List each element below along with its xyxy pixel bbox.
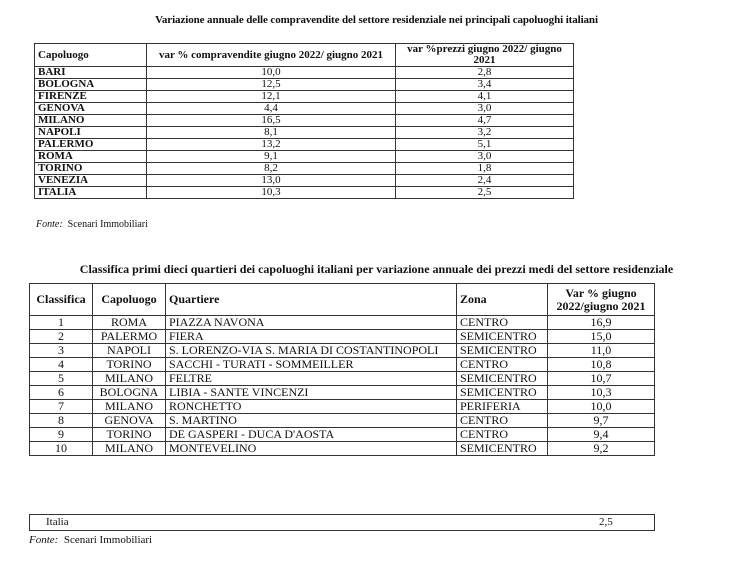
cell-capoluogo: BARI — [35, 67, 147, 79]
cell-var: 10,8 — [548, 358, 655, 372]
cell-capoluogo: TORINO — [93, 428, 166, 442]
cell-capoluogo: PALERMO — [35, 139, 147, 151]
table-row — [35, 139, 574, 151]
cell-var: 16,9 — [548, 316, 655, 330]
cell-quartiere: SACCHI - TURATI - SOMMEILLER — [166, 358, 457, 372]
cell-quartiere: LIBIA - SANTE VINCENZI — [166, 386, 457, 400]
cell-capoluogo: FIRENZE — [35, 91, 147, 103]
table-row — [35, 115, 574, 127]
table-row — [30, 344, 655, 358]
cell-capoluogo: GENOVA — [93, 414, 166, 428]
cell-var: 9,7 — [548, 414, 655, 428]
cell-capoluogo: MILANO — [35, 115, 147, 127]
cell-capoluogo: NAPOLI — [35, 127, 147, 139]
cell-classifica: 7 — [30, 400, 93, 414]
cell-var-prezzi: 1,8 — [396, 163, 574, 175]
cell-var-compravendite: 10,0 — [147, 67, 396, 79]
cell-var: 9,4 — [548, 428, 655, 442]
cell-var-compravendite: 12,1 — [147, 91, 396, 103]
header-quartiere: Quartiere — [166, 284, 457, 316]
cell-var: 9,2 — [548, 442, 655, 456]
cell-classifica: 5 — [30, 372, 93, 386]
cell-var-prezzi: 4,7 — [396, 115, 574, 127]
cell-capoluogo: ITALIA — [35, 187, 147, 199]
italia-value: 2,5 — [599, 516, 613, 528]
table-row — [35, 151, 574, 163]
table-row — [30, 372, 655, 386]
cell-capoluogo: NAPOLI — [93, 344, 166, 358]
table-row — [30, 358, 655, 372]
cell-var: 10,0 — [548, 400, 655, 414]
cell-var-compravendite: 13,0 — [147, 175, 396, 187]
source-value: Scenari Immobiliari — [63, 534, 153, 546]
header-capoluogo: Capoluogo — [35, 44, 147, 67]
cell-capoluogo: MILANO — [93, 442, 166, 456]
cell-zona: SEMICENTRO — [457, 372, 548, 386]
cell-zona: CENTRO — [457, 414, 548, 428]
cell-quartiere: RONCHETTO — [166, 400, 457, 414]
cell-capoluogo: TORINO — [35, 163, 147, 175]
cell-var-compravendite: 12,5 — [147, 79, 396, 91]
table-row — [30, 442, 655, 456]
cell-classifica: 1 — [30, 316, 93, 330]
table-row — [30, 316, 655, 330]
cell-classifica: 8 — [30, 414, 93, 428]
cell-var-prezzi: 3,2 — [396, 127, 574, 139]
cell-classifica: 10 — [30, 442, 93, 456]
source-label: Fonte: — [29, 534, 59, 546]
table-row — [35, 79, 574, 91]
cell-zona: SEMICENTRO — [457, 442, 548, 456]
cell-classifica: 3 — [30, 344, 93, 358]
cell-capoluogo: BOLOGNA — [35, 79, 147, 91]
cell-var-compravendite: 16,5 — [147, 115, 396, 127]
cell-var-prezzi: 4,1 — [396, 91, 574, 103]
cell-zona: CENTRO — [457, 316, 548, 330]
cell-zona: CENTRO — [457, 358, 548, 372]
table-row — [30, 400, 655, 414]
cell-quartiere: PIAZZA NAVONA — [166, 316, 457, 330]
cell-classifica: 4 — [30, 358, 93, 372]
quartieri-table — [29, 283, 655, 456]
cell-capoluogo: VENEZIA — [35, 175, 147, 187]
cell-quartiere: S. MARTINO — [166, 414, 457, 428]
cell-var-compravendite: 13,2 — [147, 139, 396, 151]
table-row — [35, 175, 574, 187]
cell-var-prezzi: 3,4 — [396, 79, 574, 91]
source-label: Fonte: — [36, 219, 63, 230]
cell-var-compravendite: 9,1 — [147, 151, 396, 163]
cell-capoluogo: MILANO — [93, 400, 166, 414]
table-header-row — [30, 284, 655, 316]
italia-label: Italia — [46, 516, 69, 528]
table1-source — [36, 219, 148, 230]
cell-var: 10,7 — [548, 372, 655, 386]
cell-classifica: 2 — [30, 330, 93, 344]
cell-var-compravendite: 4,4 — [147, 103, 396, 115]
compravendite-table — [34, 43, 574, 199]
source-value: Scenari Immobiliari — [67, 219, 148, 230]
header-capoluogo: Capoluogo — [93, 284, 166, 316]
cell-var-prezzi: 2,8 — [396, 67, 574, 79]
cell-capoluogo: MILANO — [93, 372, 166, 386]
cell-quartiere: MONTEVELINO — [166, 442, 457, 456]
header-var-compravendite: var % compravendite giugno 2022/ giugno 2021 — [147, 44, 396, 67]
cell-var: 11,0 — [548, 344, 655, 358]
cell-var-prezzi: 2,4 — [396, 175, 574, 187]
table-row — [30, 386, 655, 400]
table-row — [35, 103, 574, 115]
cell-zona: SEMICENTRO — [457, 330, 548, 344]
cell-capoluogo: TORINO — [93, 358, 166, 372]
cell-var: 15,0 — [548, 330, 655, 344]
table-row — [35, 187, 574, 199]
cell-capoluogo: ROMA — [93, 316, 166, 330]
cell-quartiere: FIERA — [166, 330, 457, 344]
table-row — [30, 428, 655, 442]
table2-source — [29, 534, 152, 546]
cell-classifica: 9 — [30, 428, 93, 442]
cell-var-compravendite: 8,2 — [147, 163, 396, 175]
cell-classifica: 6 — [30, 386, 93, 400]
table-row — [35, 127, 574, 139]
cell-zona: SEMICENTRO — [457, 344, 548, 358]
cell-var-prezzi: 3,0 — [396, 151, 574, 163]
cell-capoluogo: BOLOGNA — [93, 386, 166, 400]
cell-capoluogo: PALERMO — [93, 330, 166, 344]
cell-var-compravendite: 10,3 — [147, 187, 396, 199]
table-row — [35, 67, 574, 79]
table-row — [35, 91, 574, 103]
cell-var-prezzi: 5,1 — [396, 139, 574, 151]
table-header-row — [35, 44, 574, 67]
cell-var: 10,3 — [548, 386, 655, 400]
cell-quartiere: DE GASPERI - DUCA D'AOSTA — [166, 428, 457, 442]
table1-title: Variazione annuale delle compravendite del settore residenziale nei principali capoluoghi italiani — [155, 14, 598, 26]
table-row — [30, 330, 655, 344]
table2-title: Classifica primi dieci quartieri dei capoluoghi italiani per variazione annuale dei prezzi medi del settore residenziale — [79, 262, 674, 276]
cell-quartiere: FELTRE — [166, 372, 457, 386]
cell-capoluogo: ROMA — [35, 151, 147, 163]
header-zona: Zona — [457, 284, 548, 316]
cell-var-prezzi: 2,5 — [396, 187, 574, 199]
italia-total-row — [29, 514, 655, 531]
table-row — [35, 163, 574, 175]
cell-zona: SEMICENTRO — [457, 386, 548, 400]
cell-capoluogo: GENOVA — [35, 103, 147, 115]
cell-var-prezzi: 3,0 — [396, 103, 574, 115]
header-var-prezzi: var %prezzi giugno 2022/ giugno 2021 — [396, 44, 574, 67]
header-var-giugno: Var % giugno 2022/giugno 2021 — [548, 284, 655, 316]
header-classifica: Classifica — [30, 284, 93, 316]
table-row — [30, 414, 655, 428]
cell-quartiere: S. LORENZO-VIA S. MARIA DI COSTANTINOPOLI — [166, 344, 457, 358]
cell-zona: PERIFERIA — [457, 400, 548, 414]
cell-var-compravendite: 8,1 — [147, 127, 396, 139]
cell-zona: CENTRO — [457, 428, 548, 442]
